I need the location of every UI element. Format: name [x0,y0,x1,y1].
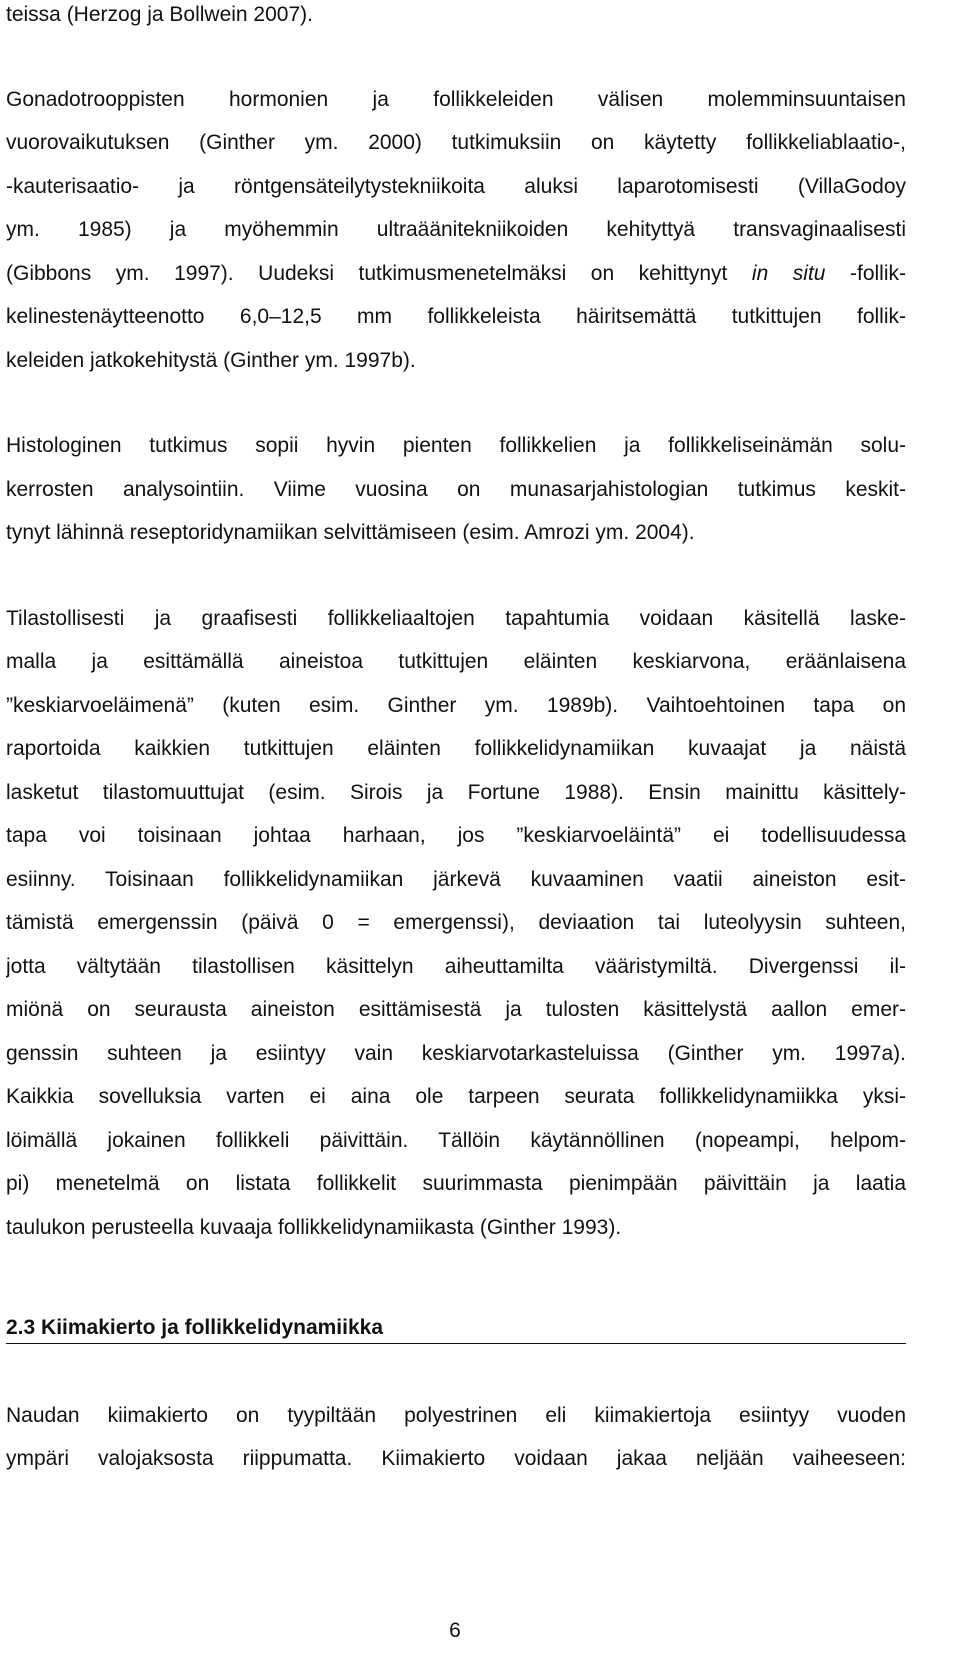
text-line: tynyt lähinnä reseptoridynamiikan selvittämiseen (esim. Amrozi ym. 2004). [6,521,695,544]
text-line: Tilastollisesti ja graafisesti follikkeliaaltojen tapahtumia voidaan käsitellä laske- [6,607,906,630]
text-line: Kaikkia sovelluksia varten ei aina ole tarpeen seurata follikkelidynamiikka yksi- [6,1085,906,1108]
text-line: keleiden jatkokehitystä (Ginther ym. 1997b). [6,349,416,372]
text-line: pi) menetelmä on listata follikkelit suurimmasta pienimpään päivittäin ja laatia [6,1172,906,1195]
page-number: 6 [449,1619,461,1642]
text-line: malla ja esittämällä aineistoa tutkittujen eläinten keskiarvona, eräänlaisena [6,650,906,673]
text-line: esiinny. Toisinaan follikkelidynamiikan järkevä kuvaaminen vaatii aineiston esit- [6,868,906,891]
text-segment: (Gibbons ym. 1997). Uudeksi tutkimusmenetelmäksi on kehittynyt [6,262,728,285]
text-line: jotta vältytään tilastollisen käsittelyn aiheuttamilta vääristymiltä. Divergenssi il- [6,955,906,978]
text-line: vuorovaikutuksen (Ginther ym. 2000) tutkimuksiin on käytetty follikkeliablaatio-, [6,131,906,154]
text-line: miönä on seurausta aineiston esittämisestä ja tulosten käsittelystä aallon emer- [6,998,906,1021]
text-line: Naudan kiimakierto on tyypiltään polyestrinen eli kiimakiertoja esiintyy vuoden [6,1404,906,1427]
text-line: genssin suhteen ja esiintyy vain keskiarvotarkasteluissa (Ginther ym. 1997a). [6,1042,906,1065]
text-line: Histologinen tutkimus sopii hyvin pienten follikkelien ja follikkeliseinämän solu- [6,434,906,457]
text-line: teissa (Herzog ja Bollwein 2007). [6,3,313,26]
text-line: löimällä jokainen follikkeli päivittäin. Tällöin käytännöllinen (nopeampi, helpom- [6,1129,906,1152]
text-line: tapa voi toisinaan johtaa harhaan, jos ”keskiarvoeläintä” ei todellisuudessa [6,824,906,847]
text-line: ”keskiarvoeläimenä” (kuten esim. Ginther ym. 1989b). Vaihtoehtoinen tapa on [6,694,906,717]
italic-term: in situ [751,262,826,285]
text-line: raportoida kaikkien tutkittujen eläinten follikkelidynamiikan kuvaajat ja näistä [6,737,906,760]
text-line: ympäri valojaksosta riippumatta. Kiimakierto voidaan jakaa neljään vaiheeseen: [6,1447,906,1470]
text-line-mixed [6,259,906,289]
text-line: taulukon perusteella kuvaaja follikkelidynamiikasta (Ginther 1993). [6,1216,622,1239]
text-line: kerrosten analysointiin. Viime vuosina on munasarjahistologian tutkimus keskit- [6,478,906,501]
text-line: Gonadotrooppisten hormonien ja follikkeleiden välisen molemminsuuntaisen [6,88,906,111]
text-line: -kauterisaatio- ja röntgensäteilytystekniikoita aluksi laparotomisesti (VillaGodoy [6,175,906,198]
text-line: kelinestenäytteenotto 6,0–12,5 mm follikkeleista häiritsemättä tutkittujen follik- [6,305,906,328]
text-line: ym. 1985) ja myöhemmin ultraäänitekniikoiden kehityttyä transvaginaalisesti [6,218,906,241]
section-heading: 2.3 Kiimakierto ja follikkelidynamiikka [6,1313,906,1344]
text-line: lasketut tilastomuuttujat (esim. Sirois ja Fortune 1988). Ensin mainittu käsittely- [6,781,906,804]
text-segment: -follik- [850,262,906,285]
text-line: tämistä emergenssin (päivä 0 = emergenssi), deviaation tai luteolyysin suhteen, [6,911,906,934]
